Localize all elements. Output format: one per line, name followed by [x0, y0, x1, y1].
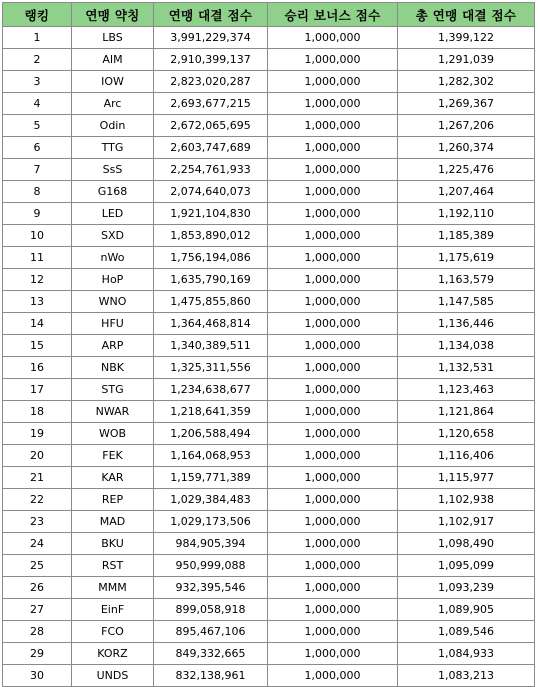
cell-total-score: 1,115,977	[398, 467, 535, 489]
cell-total-score: 1,134,038	[398, 335, 535, 357]
cell-total-score: 1,084,933	[398, 643, 535, 665]
cell-alliance-abbr: Odin	[72, 115, 154, 137]
cell-victory-bonus: 1,000,000	[268, 203, 398, 225]
cell-rank: 9	[3, 203, 72, 225]
table-row	[3, 159, 535, 181]
cell-alliance-abbr: KORZ	[72, 643, 154, 665]
cell-total-score: 1,399,122	[398, 27, 535, 49]
cell-victory-bonus: 1,000,000	[268, 181, 398, 203]
cell-victory-bonus: 1,000,000	[268, 555, 398, 577]
cell-total-score: 1,123,463	[398, 379, 535, 401]
cell-alliance-abbr: HoP	[72, 269, 154, 291]
cell-battle-score: 1,475,855,860	[154, 291, 268, 313]
cell-total-score: 1,121,864	[398, 401, 535, 423]
cell-rank: 24	[3, 533, 72, 555]
cell-alliance-abbr: IOW	[72, 71, 154, 93]
cell-alliance-abbr: G168	[72, 181, 154, 203]
table-row	[3, 621, 535, 643]
cell-victory-bonus: 1,000,000	[268, 511, 398, 533]
cell-total-score: 1,207,464	[398, 181, 535, 203]
header-victory-bonus: 승리 보너스 점수	[268, 3, 398, 27]
cell-rank: 8	[3, 181, 72, 203]
table-row	[3, 71, 535, 93]
cell-battle-score: 2,693,677,215	[154, 93, 268, 115]
cell-alliance-abbr: MAD	[72, 511, 154, 533]
cell-battle-score: 1,159,771,389	[154, 467, 268, 489]
cell-battle-score: 1,029,384,483	[154, 489, 268, 511]
cell-victory-bonus: 1,000,000	[268, 137, 398, 159]
cell-rank: 6	[3, 137, 72, 159]
cell-total-score: 1,175,619	[398, 247, 535, 269]
cell-victory-bonus: 1,000,000	[268, 489, 398, 511]
cell-total-score: 1,267,206	[398, 115, 535, 137]
table-row	[3, 555, 535, 577]
cell-rank: 14	[3, 313, 72, 335]
cell-alliance-abbr: Arc	[72, 93, 154, 115]
table-row	[3, 93, 535, 115]
table-row	[3, 137, 535, 159]
alliance-ranking-table	[2, 2, 535, 687]
cell-alliance-abbr: SXD	[72, 225, 154, 247]
cell-rank: 11	[3, 247, 72, 269]
cell-battle-score: 2,603,747,689	[154, 137, 268, 159]
cell-rank: 4	[3, 93, 72, 115]
cell-rank: 23	[3, 511, 72, 533]
cell-battle-score: 1,234,638,677	[154, 379, 268, 401]
cell-total-score: 1,095,099	[398, 555, 535, 577]
table-body	[3, 27, 535, 687]
cell-total-score: 1,147,585	[398, 291, 535, 313]
cell-battle-score: 1,364,468,814	[154, 313, 268, 335]
table-row	[3, 357, 535, 379]
table-row	[3, 269, 535, 291]
cell-alliance-abbr: REP	[72, 489, 154, 511]
cell-victory-bonus: 1,000,000	[268, 467, 398, 489]
table-row	[3, 445, 535, 467]
header-rank: 랭킹	[3, 3, 72, 27]
cell-battle-score: 832,138,961	[154, 665, 268, 687]
cell-alliance-abbr: MMM	[72, 577, 154, 599]
table-row	[3, 401, 535, 423]
cell-victory-bonus: 1,000,000	[268, 599, 398, 621]
cell-battle-score: 1,853,890,012	[154, 225, 268, 247]
cell-battle-score: 2,254,761,933	[154, 159, 268, 181]
cell-victory-bonus: 1,000,000	[268, 313, 398, 335]
cell-rank: 3	[3, 71, 72, 93]
cell-victory-bonus: 1,000,000	[268, 423, 398, 445]
cell-rank: 26	[3, 577, 72, 599]
table-row	[3, 423, 535, 445]
cell-alliance-abbr: SsS	[72, 159, 154, 181]
cell-total-score: 1,093,239	[398, 577, 535, 599]
cell-alliance-abbr: LED	[72, 203, 154, 225]
cell-total-score: 1,269,367	[398, 93, 535, 115]
cell-total-score: 1,120,658	[398, 423, 535, 445]
cell-battle-score: 1,164,068,953	[154, 445, 268, 467]
table-row	[3, 247, 535, 269]
cell-battle-score: 849,332,665	[154, 643, 268, 665]
cell-victory-bonus: 1,000,000	[268, 225, 398, 247]
cell-rank: 22	[3, 489, 72, 511]
cell-total-score: 1,185,389	[398, 225, 535, 247]
cell-alliance-abbr: FEK	[72, 445, 154, 467]
cell-rank: 5	[3, 115, 72, 137]
cell-victory-bonus: 1,000,000	[268, 379, 398, 401]
cell-alliance-abbr: UNDS	[72, 665, 154, 687]
cell-victory-bonus: 1,000,000	[268, 115, 398, 137]
cell-rank: 27	[3, 599, 72, 621]
cell-total-score: 1,098,490	[398, 533, 535, 555]
cell-alliance-abbr: STG	[72, 379, 154, 401]
table-row	[3, 115, 535, 137]
cell-victory-bonus: 1,000,000	[268, 357, 398, 379]
cell-total-score: 1,132,531	[398, 357, 535, 379]
cell-victory-bonus: 1,000,000	[268, 621, 398, 643]
cell-alliance-abbr: NBK	[72, 357, 154, 379]
cell-rank: 30	[3, 665, 72, 687]
cell-battle-score: 2,823,020,287	[154, 71, 268, 93]
cell-alliance-abbr: WOB	[72, 423, 154, 445]
cell-rank: 2	[3, 49, 72, 71]
cell-alliance-abbr: RST	[72, 555, 154, 577]
table-row	[3, 27, 535, 49]
cell-alliance-abbr: AIM	[72, 49, 154, 71]
table-row	[3, 665, 535, 687]
cell-rank: 18	[3, 401, 72, 423]
cell-rank: 20	[3, 445, 72, 467]
cell-alliance-abbr: BKU	[72, 533, 154, 555]
cell-total-score: 1,260,374	[398, 137, 535, 159]
cell-rank: 10	[3, 225, 72, 247]
header-row	[3, 3, 535, 27]
cell-total-score: 1,083,213	[398, 665, 535, 687]
cell-alliance-abbr: EinF	[72, 599, 154, 621]
cell-battle-score: 3,991,229,374	[154, 27, 268, 49]
cell-battle-score: 1,206,588,494	[154, 423, 268, 445]
table-row	[3, 599, 535, 621]
cell-total-score: 1,116,406	[398, 445, 535, 467]
cell-victory-bonus: 1,000,000	[268, 643, 398, 665]
table-row	[3, 313, 535, 335]
spreadsheet-sheet	[2, 2, 535, 687]
cell-rank: 21	[3, 467, 72, 489]
table-row	[3, 203, 535, 225]
cell-rank: 28	[3, 621, 72, 643]
cell-rank: 17	[3, 379, 72, 401]
table-row	[3, 379, 535, 401]
cell-victory-bonus: 1,000,000	[268, 665, 398, 687]
cell-alliance-abbr: LBS	[72, 27, 154, 49]
table-row	[3, 467, 535, 489]
cell-alliance-abbr: nWo	[72, 247, 154, 269]
cell-alliance-abbr: HFU	[72, 313, 154, 335]
cell-battle-score: 2,672,065,695	[154, 115, 268, 137]
table-row	[3, 225, 535, 247]
cell-alliance-abbr: FCO	[72, 621, 154, 643]
cell-alliance-abbr: ARP	[72, 335, 154, 357]
cell-total-score: 1,291,039	[398, 49, 535, 71]
cell-battle-score: 950,999,088	[154, 555, 268, 577]
table-row	[3, 335, 535, 357]
cell-alliance-abbr: NWAR	[72, 401, 154, 423]
cell-rank: 19	[3, 423, 72, 445]
cell-battle-score: 899,058,918	[154, 599, 268, 621]
cell-rank: 25	[3, 555, 72, 577]
table-row	[3, 489, 535, 511]
cell-victory-bonus: 1,000,000	[268, 533, 398, 555]
cell-battle-score: 984,905,394	[154, 533, 268, 555]
cell-total-score: 1,192,110	[398, 203, 535, 225]
cell-battle-score: 895,467,106	[154, 621, 268, 643]
cell-victory-bonus: 1,000,000	[268, 291, 398, 313]
cell-battle-score: 1,756,194,086	[154, 247, 268, 269]
cell-battle-score: 1,325,311,556	[154, 357, 268, 379]
cell-victory-bonus: 1,000,000	[268, 445, 398, 467]
cell-battle-score: 2,910,399,137	[154, 49, 268, 71]
table-row	[3, 533, 535, 555]
cell-victory-bonus: 1,000,000	[268, 27, 398, 49]
cell-victory-bonus: 1,000,000	[268, 159, 398, 181]
cell-battle-score: 1,029,173,506	[154, 511, 268, 533]
table-row	[3, 181, 535, 203]
cell-rank: 12	[3, 269, 72, 291]
table-row	[3, 49, 535, 71]
cell-rank: 7	[3, 159, 72, 181]
cell-rank: 15	[3, 335, 72, 357]
cell-rank: 16	[3, 357, 72, 379]
cell-total-score: 1,136,446	[398, 313, 535, 335]
cell-rank: 1	[3, 27, 72, 49]
cell-total-score: 1,089,905	[398, 599, 535, 621]
cell-total-score: 1,102,917	[398, 511, 535, 533]
cell-victory-bonus: 1,000,000	[268, 269, 398, 291]
table-row	[3, 643, 535, 665]
cell-victory-bonus: 1,000,000	[268, 93, 398, 115]
cell-total-score: 1,225,476	[398, 159, 535, 181]
cell-victory-bonus: 1,000,000	[268, 577, 398, 599]
cell-battle-score: 2,074,640,073	[154, 181, 268, 203]
table-row	[3, 291, 535, 313]
cell-battle-score: 1,340,389,511	[154, 335, 268, 357]
cell-total-score: 1,102,938	[398, 489, 535, 511]
cell-battle-score: 932,395,546	[154, 577, 268, 599]
cell-victory-bonus: 1,000,000	[268, 49, 398, 71]
cell-battle-score: 1,921,104,830	[154, 203, 268, 225]
cell-rank: 13	[3, 291, 72, 313]
cell-alliance-abbr: KAR	[72, 467, 154, 489]
cell-total-score: 1,089,546	[398, 621, 535, 643]
cell-victory-bonus: 1,000,000	[268, 335, 398, 357]
cell-total-score: 1,282,302	[398, 71, 535, 93]
header-total-score: 총 연맹 대결 점수	[398, 3, 535, 27]
cell-battle-score: 1,635,790,169	[154, 269, 268, 291]
cell-total-score: 1,163,579	[398, 269, 535, 291]
header-alliance-abbr: 연맹 약칭	[72, 3, 154, 27]
cell-victory-bonus: 1,000,000	[268, 71, 398, 93]
cell-alliance-abbr: WNO	[72, 291, 154, 313]
header-battle-score: 연맹 대결 점수	[154, 3, 268, 27]
cell-battle-score: 1,218,641,359	[154, 401, 268, 423]
table-row	[3, 577, 535, 599]
cell-rank: 29	[3, 643, 72, 665]
cell-victory-bonus: 1,000,000	[268, 401, 398, 423]
table-row	[3, 511, 535, 533]
cell-alliance-abbr: TTG	[72, 137, 154, 159]
cell-victory-bonus: 1,000,000	[268, 247, 398, 269]
